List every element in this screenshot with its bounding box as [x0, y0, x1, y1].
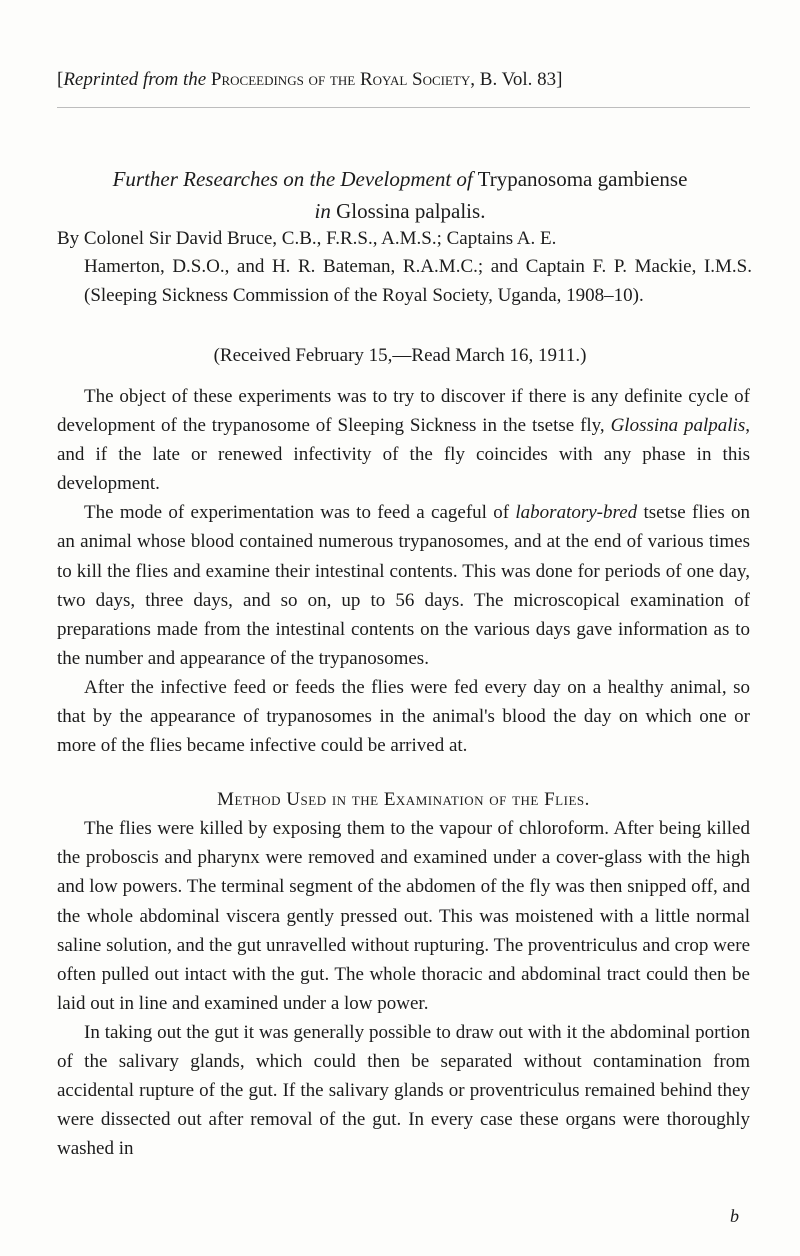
reprint-notice	[57, 66, 747, 94]
reprint-journal: Proceedings of the Royal Society	[210, 69, 471, 90]
paragraph-5: In taking out the gut it was generally possible to draw out with it the abdominal portion of the salivary glands, which could then be separated without contamination from accidental rupture of the gut. If the salivary glands or proventriculus remained behind they were dissected out after removal of the gut. In every case these organs were thoroughly washed in	[57, 1021, 750, 1160]
reprint-bracket: [	[57, 69, 64, 90]
p2-italic: laboratory-bred	[515, 502, 638, 524]
received-date: (Received February 15,—Read March 16, 1911.)	[213, 345, 587, 366]
title-line-1	[40, 163, 760, 195]
paragraph-2	[57, 498, 750, 673]
paragraph-1	[57, 382, 750, 498]
title-host: Glossina palpalis.	[336, 199, 486, 223]
reprint-volume: , B. Vol. 83]	[470, 69, 563, 90]
section-heading: Method Used in the Examination of the Flies.	[217, 789, 590, 811]
signature-mark: b	[730, 1206, 739, 1226]
author-block	[57, 225, 752, 310]
p1-species: Glossina palpalis	[610, 415, 746, 437]
p1-text-b: , and if the late or renewed infectivity of the fly coincides with any phase in this development.	[57, 415, 750, 495]
authors-rest: Hamerton, D.S.O., and H. R. Bateman, R.A.M.C.; and Captain F. P. Mackie, I.M.S. (Sleeping Sickness Commission of the Royal Society, Uganda, 1908–10).	[84, 256, 752, 306]
paragraph-3: After the infective feed or feeds the flies were fed every day on a healthy animal, so that by the appearance of trypanosomes in the animal's blood the day on which one or more of the flies became infective could be arrived at.	[57, 676, 750, 757]
p1-text-a: The object of these experiments was to try to discover if there is any definite cycle of development of the trypanosome of Sleeping Sickness in the tsetse fly,	[57, 386, 750, 437]
p2-text-a: The mode of experimentation was to feed a cageful of	[84, 502, 510, 524]
paper-title	[40, 163, 760, 227]
p2-text-b: tsetse flies on an animal whose blood contained numerous trypanosomes, and at the end of various times to kill the flies and examine their intestinal contents. This was done for periods of one day, two days, three days, and so on, up to 56 days. The microscopical examination of preparations made from the intestinal contents on the various days gave information as to the number and appearance of the trypanosomes.	[57, 502, 751, 669]
paragraph-4: The flies were killed by exposing them to the vapour of chloroform. After being killed the proboscis and pharynx were removed and examined under a cover-glass with the high and low powers. The terminal segment of the abdomen of the fly was then snipped off, and the whole abdominal viscera gently pressed out. This was moistened with a little normal saline solution, and the gut unravelled without rupturing. The proventriculus and crop were often pulled out intact with the gut. The whole thoracic and abdominal tract could then be laid out in line and examined under a low power.	[57, 818, 750, 1014]
article-body	[57, 382, 750, 1163]
title-in: in	[314, 199, 331, 223]
header-rule	[57, 107, 750, 108]
title-line-2	[40, 195, 760, 227]
reprint-italic: Reprinted from the	[63, 69, 207, 90]
authors-line-1: By Colonel Sir David Bruce, C.B., F.R.S., A.M.S.; Captains A. E.	[57, 228, 557, 249]
title-italic-part: Further Researches on the Development of	[112, 167, 473, 191]
title-species: Trypanosoma gambiense	[477, 167, 688, 191]
